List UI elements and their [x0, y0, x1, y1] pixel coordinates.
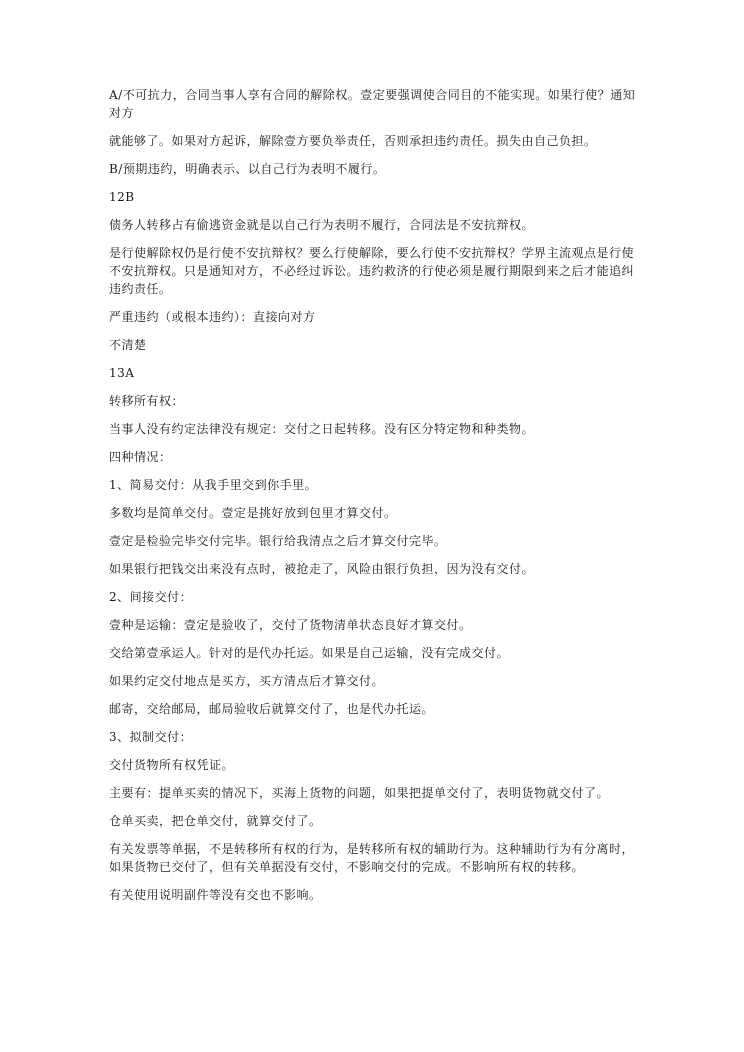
- paragraph-10: 转移所有权：: [109, 394, 185, 408]
- paragraph-14: 多数均是简单交付。壹定是挑好放到包里才算交付。: [109, 506, 397, 520]
- paragraph-3: B/预期违约，明确表示、以自己行为表明不履行。: [109, 162, 386, 176]
- paragraph-9: 13A: [109, 366, 135, 380]
- paragraph-16: 如果银行把钱交出来没有点时，被抢走了，风险由银行负担，因为没有交付。: [109, 562, 535, 576]
- paragraph-23: 交付货物所有权凭证。: [109, 758, 235, 772]
- paragraph-17: 2、间接交付：: [109, 590, 193, 604]
- paragraph-18: 壹种是运输：壹定是验收了，交付了货物清单状态良好才算交付。: [109, 618, 472, 632]
- paragraph-25: 仓单买卖，把仓单交付，就算交付了。: [109, 814, 322, 828]
- paragraph-13: 1、简易交付：从我手里交到你手里。: [109, 478, 318, 492]
- paragraph-4: 12B: [109, 190, 135, 204]
- paragraph-24: 主要有：提单买卖的情况下，买海上货物的问题，如果把提单交付了，表明货物就交付了。: [109, 786, 610, 800]
- paragraph-2: 就能够了。如果对方起诉，解除壹方要负举责任，否则承担违约责任。损失由自己负担。: [109, 134, 597, 148]
- document-body: [109, 86, 637, 914]
- paragraph-19: 交给第壹承运人。针对的是代办托运。如果是自己运输，没有完成交付。: [109, 646, 510, 660]
- paragraph-7: 严重违约（或根本违约）：直接向对方: [109, 310, 316, 324]
- paragraph-8: 不清楚: [109, 338, 147, 352]
- paragraph-15: 壹定是检验完毕交付完毕。银行给我清点之后才算交付完毕。: [109, 534, 447, 548]
- paragraph-11: 当事人没有约定法律没有规定：交付之日起转移。没有区分特定物和种类物。: [109, 422, 535, 436]
- paragraph-26: 有关发票等单据，不是转移所有权的行为，是转移所有权的辅助行为。这种辅助行为有分离时，如果货物已交付了，但有关单据没有交付，不影响交付的完成。不影响所有权的转移。: [109, 842, 635, 874]
- paragraph-21: 邮寄，交给邮局，邮局验收后就算交付了，也是代办托运。: [109, 702, 435, 716]
- paragraph-12: 四种情况：: [109, 450, 172, 464]
- paragraph-20: 如果约定交付地点是买方，买方清点后才算交付。: [109, 674, 385, 688]
- paragraph-5: 债务人转移占有偷逃资金就是以自己行为表明不履行，合同法是不安抗辩权。: [109, 218, 535, 232]
- paragraph-1: A/不可抗力，合同当事人享有合同的解除权。壹定要强调使合同目的不能实现。如果行使？通知对方: [109, 88, 636, 120]
- paragraph-6: 是行使解除权仍是行使不安抗辩权？要么行使解除，要么行使不安抗辩权？学界主流观点是行使不安抗辩权。只是通知对方，不必经过诉讼。违约救济的行使必须是履行期限到来之后才能追纠违约责任。: [109, 246, 635, 296]
- paragraph-22: 3、拟制交付：: [109, 730, 193, 744]
- paragraph-27: 有关使用说明副件等没有交也不影响。: [109, 888, 322, 902]
